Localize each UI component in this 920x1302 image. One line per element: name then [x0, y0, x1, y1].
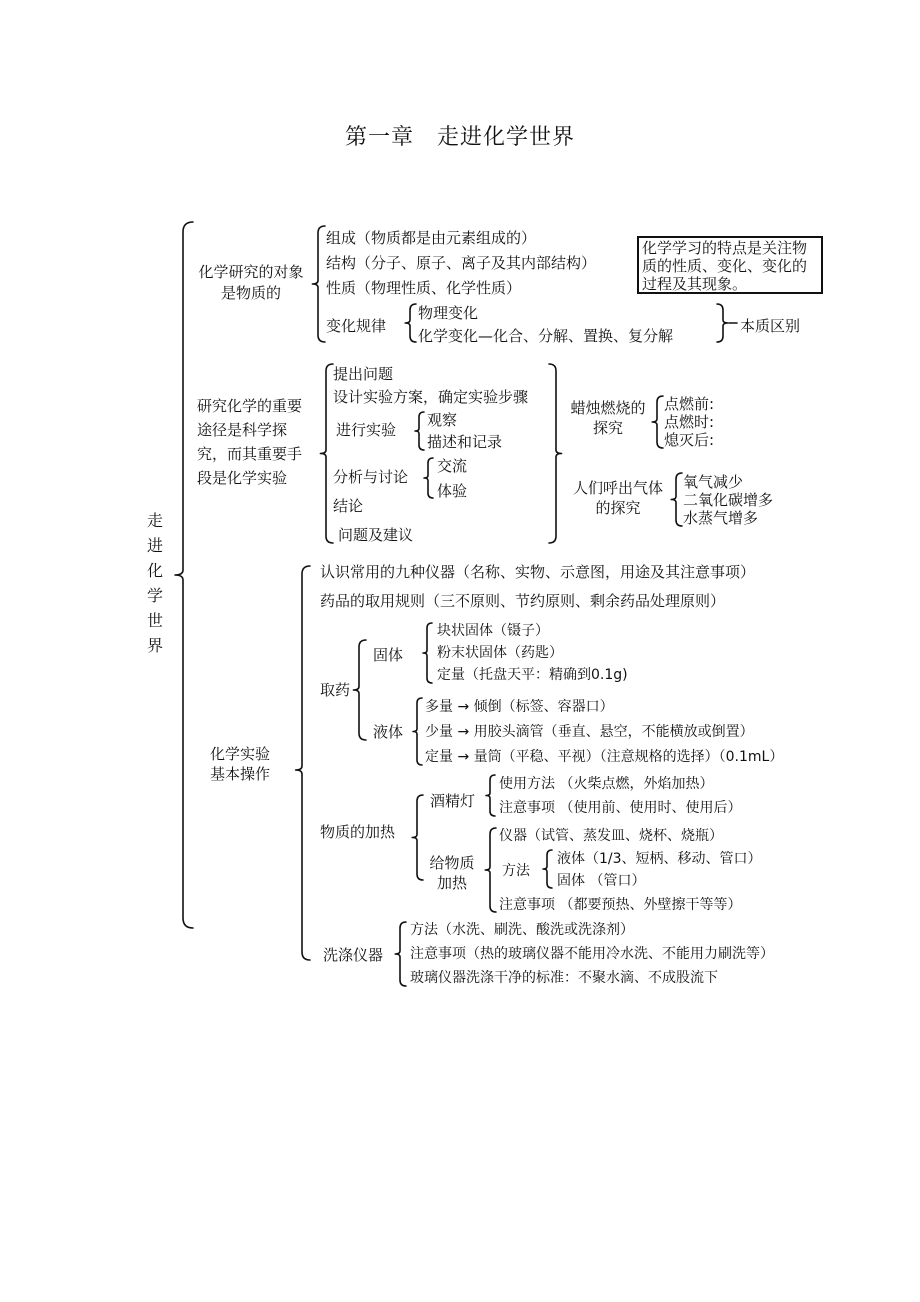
step-analyze: 分析与讨论: [333, 468, 409, 486]
heating-label: 物质的加热: [320, 823, 396, 841]
rules-item: 药品的取用规则（三不原则、节约原则、剩余药品处理原则）: [320, 592, 726, 610]
root-label: 走进化学世界: [146, 511, 163, 655]
composition-item: 组成（物质都是由元素组成的）: [326, 229, 537, 247]
solid-quantity: 定量（托盘天平：精确到0.1g): [437, 667, 628, 683]
give-apparatus: 仪器（试管、蒸发皿、烧杯、烧瓶）: [499, 828, 723, 844]
lamp-usage: 使用方法 （火柴点燃，外焰加热）: [499, 776, 714, 792]
breath-water: 水蒸气增多: [683, 509, 759, 527]
give-method-liquid: 液体（1/3、短柄、移动、管口）: [557, 851, 762, 867]
washing-brace: [395, 922, 406, 986]
branch2-brace: [320, 364, 333, 543]
step-conclusion: 结论: [333, 497, 364, 515]
note-box: 化学学习的特点是关注物质的性质、变化、变化的过程及其现象。: [637, 236, 823, 294]
method-brace: [543, 850, 552, 888]
liquid-much: 多量 → 倾倒（标签、容器口）: [425, 699, 614, 715]
branch1-label: 化学研究的对象是物质的: [198, 263, 304, 302]
candle-before: 点燃前:: [664, 395, 715, 413]
branch1-brace: [312, 226, 325, 342]
candle-during: 点燃时:: [664, 413, 715, 431]
property-item: 性质（物理性质、化学性质）: [326, 279, 522, 297]
candle-label: 蜡烛燃烧的探究: [570, 399, 646, 437]
lamp-caution: 注意事项 （使用前、使用时、使用后）: [499, 800, 742, 816]
take-brace: [353, 640, 366, 740]
give-caution: 注意事项 （都要预热、外壁擦干等等）: [499, 897, 742, 913]
change-law-brace: [405, 304, 416, 342]
lamp-brace: [486, 775, 495, 816]
steps-brace: [549, 364, 562, 543]
solid-brace: [423, 623, 432, 683]
step-design: 设计实验方案，确定实验步骤: [333, 388, 529, 406]
washing-method: 方法（水洗、刷洗、酸洗或洗涤剂）: [410, 922, 634, 938]
liquid-label: 液体: [373, 723, 404, 741]
liquid-little: 少量 → 用胶头滴管（垂直、悬空，不能横放或倒置）: [425, 724, 754, 740]
analyze-brace: [424, 458, 433, 498]
step-experience: 体验: [437, 482, 468, 500]
step-observe: 观察: [427, 411, 458, 429]
branch3-brace: [296, 566, 310, 960]
breath-co2: 二氧化碳增多: [683, 491, 774, 509]
physical-change-item: 物理变化: [418, 304, 479, 322]
liquid-fixed: 定量 → 量筒（平稳、平视）（注意规格的选择）（0.1mL）: [425, 749, 784, 765]
breath-brace: [671, 473, 682, 526]
step-conduct: 进行实验: [336, 421, 397, 439]
branch3-label: 化学实验基本操作: [209, 745, 270, 783]
chemical-change-item: 化学变化—化合、分解、置换、复分解: [418, 327, 674, 345]
give-method-solid: 固体 （管口）: [557, 873, 646, 889]
lamp-label: 酒精灯: [430, 792, 476, 810]
solid-block: 块状固体（镊子）: [437, 623, 549, 639]
give-label: 给物质加热: [429, 854, 475, 892]
solid-powder: 粉末状固体（药匙）: [437, 645, 563, 661]
take-label: 取药: [320, 681, 351, 699]
root-brace: [175, 222, 193, 928]
essence-brace: [717, 304, 728, 342]
candle-after: 熄灭后:: [664, 431, 715, 449]
washing-caution: 注意事项（热的玻璃仪器不能用冷水洗、不能用力刷洗等）: [410, 946, 774, 962]
washing-label: 洗涤仪器: [323, 946, 384, 964]
liquid-brace: [413, 698, 422, 765]
instruments-item: 认识常用的九种仪器（名称、实物、示意图，用途及其注意事项）: [320, 563, 756, 581]
essence-label: 本质区别: [740, 317, 801, 335]
give-method-label: 方法: [502, 863, 530, 879]
candle-brace: [652, 396, 663, 448]
solid-label: 固体: [373, 646, 404, 664]
conduct-brace: [415, 412, 424, 450]
step-exchange: 交流: [437, 457, 468, 475]
give-brace: [485, 828, 496, 912]
change-law-item: 变化规律: [326, 317, 387, 335]
breath-oxygen: 氧气减少: [683, 473, 744, 491]
structure-item: 结构（分子、原子、离子及其内部结构）: [326, 254, 597, 272]
heating-brace: [412, 795, 423, 880]
step-record: 描述和记录: [427, 433, 503, 451]
step-ask: 提出问题: [333, 365, 394, 383]
breath-label: 人们呼出气体的探究: [572, 479, 663, 517]
page-title: 第一章 走进化学世界: [344, 125, 575, 150]
branch2-label: 研究化学的重要途径是科学探究，而其重要手段是化学实验: [197, 397, 303, 487]
step-suggest: 问题及建议: [338, 526, 414, 544]
washing-standard: 玻璃仪器洗涤干净的标准：不聚水滴、不成股流下: [410, 970, 718, 986]
